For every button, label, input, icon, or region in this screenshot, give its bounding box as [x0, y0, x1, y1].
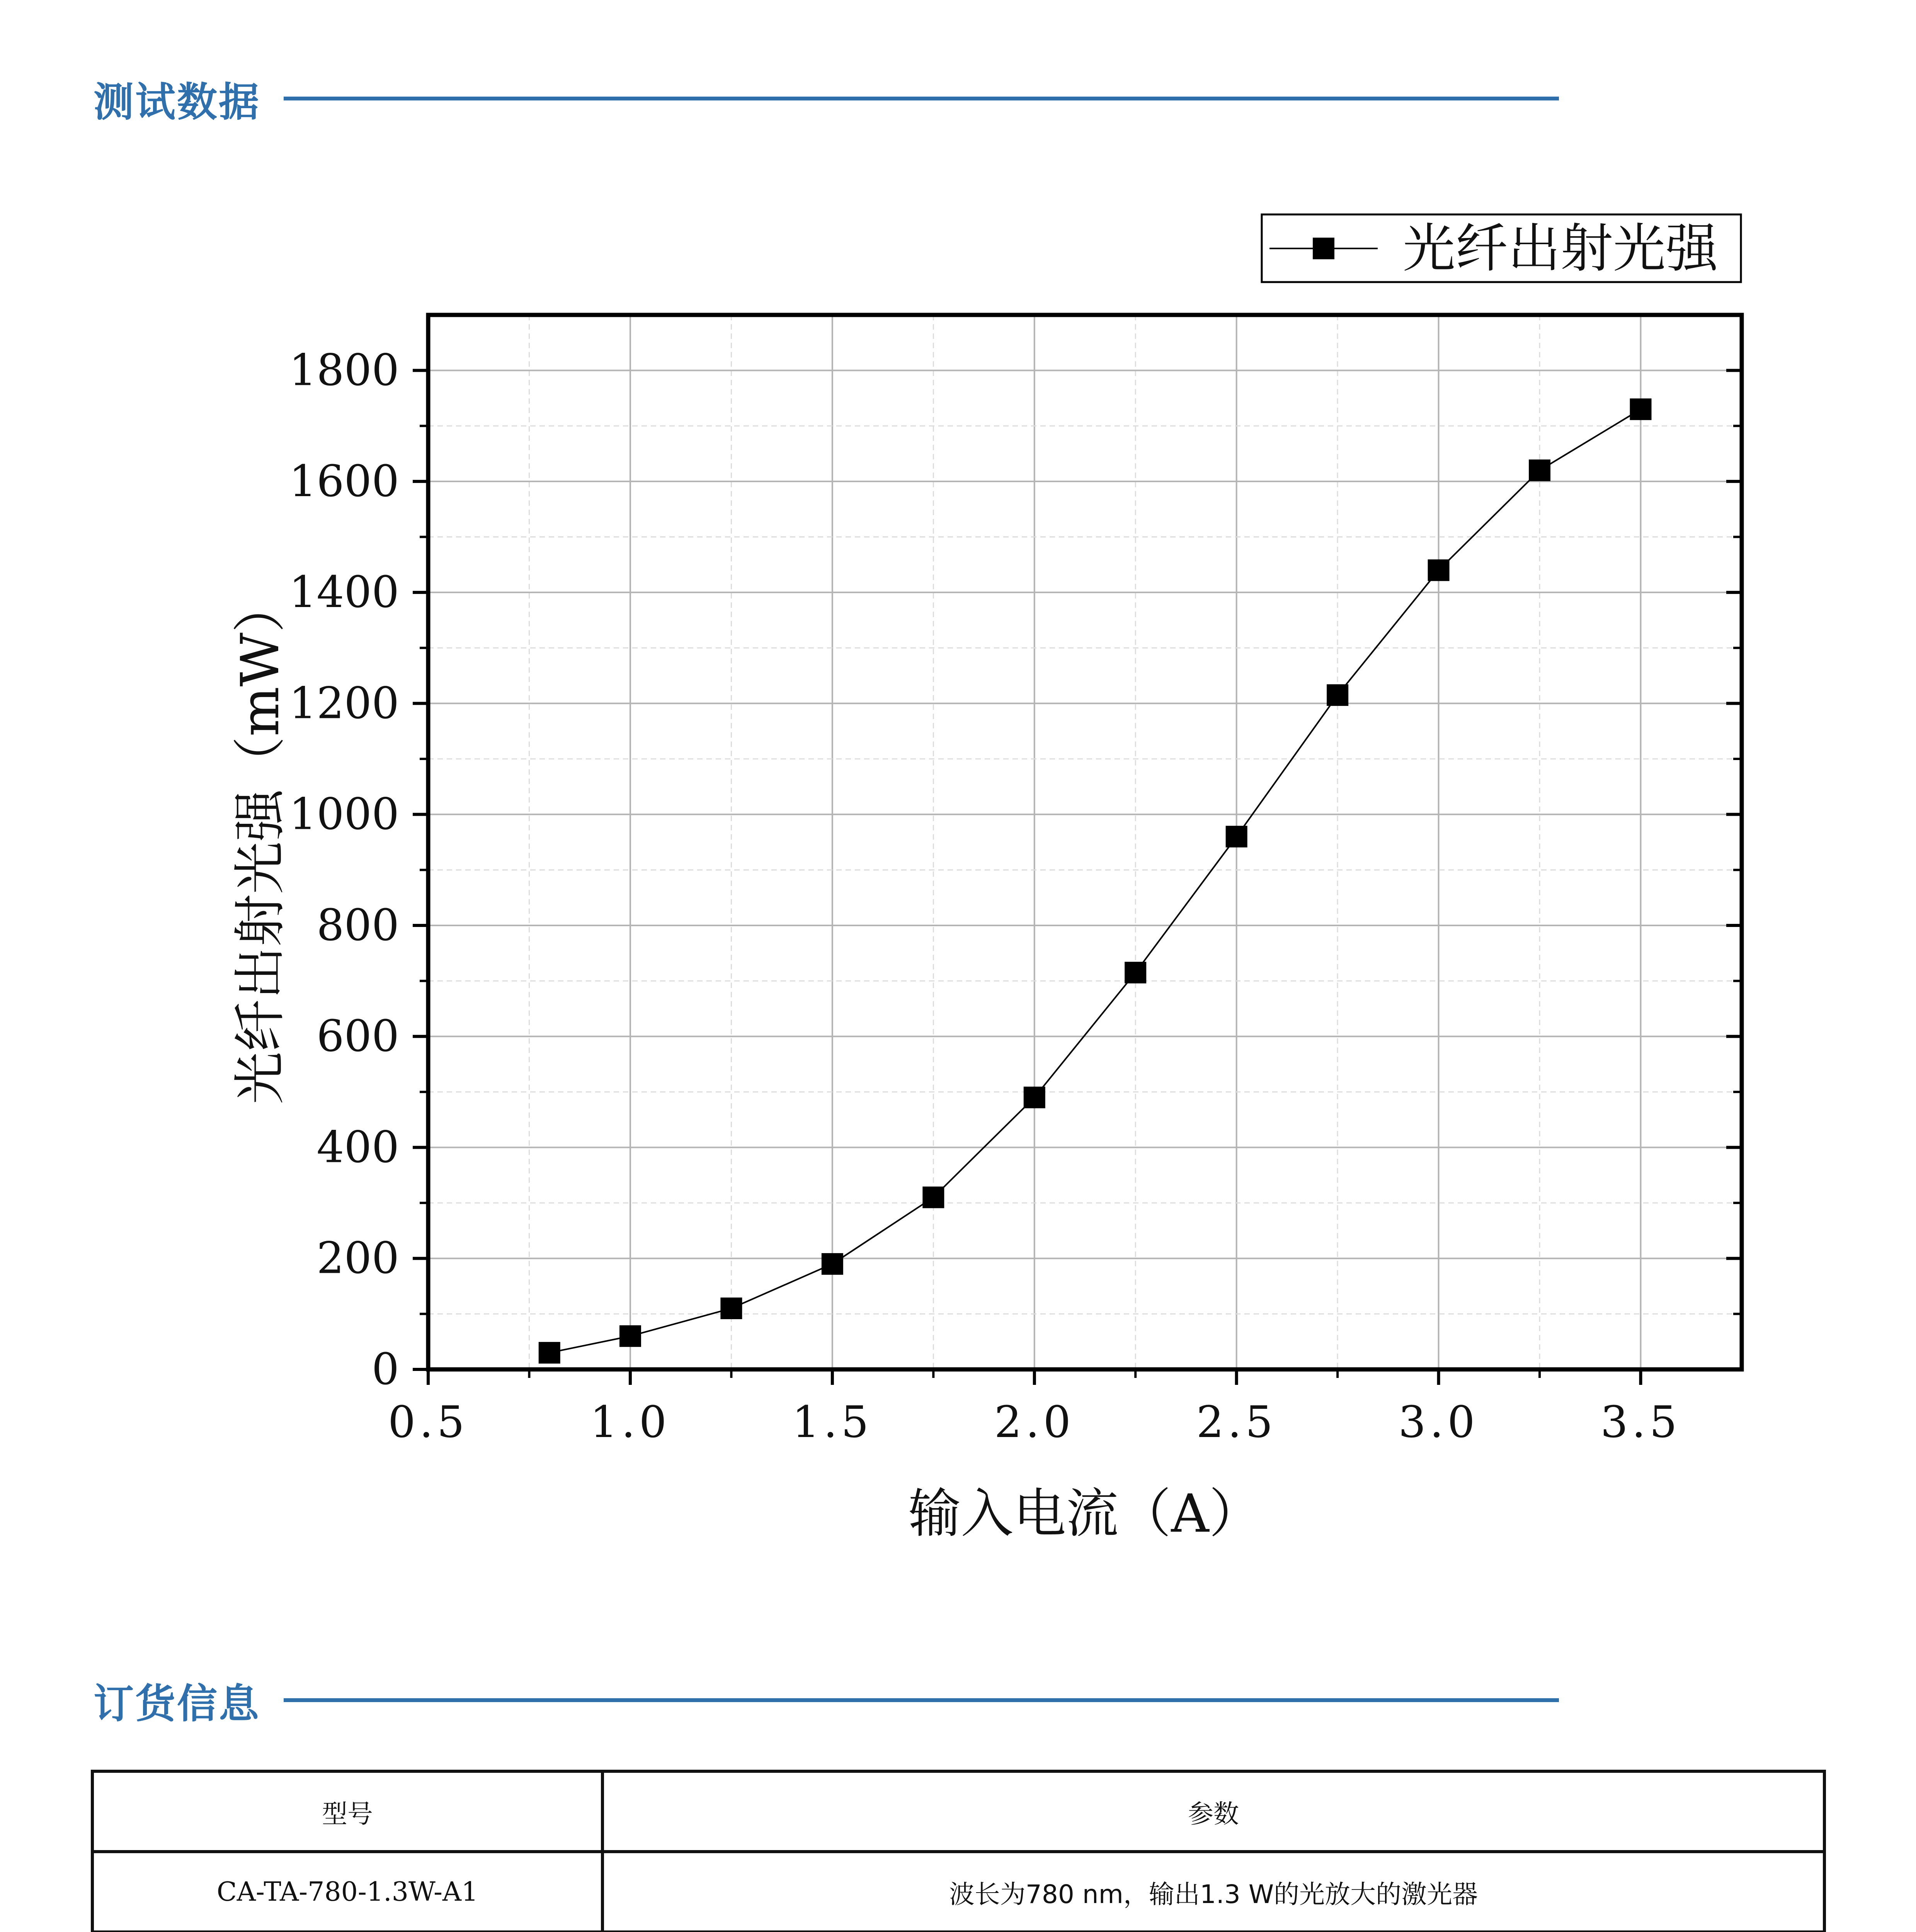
y-tick-label: 0	[371, 1344, 399, 1395]
section-header-order-info	[94, 1671, 1559, 1729]
y-tick-label: 1600	[289, 456, 399, 507]
data-point	[1428, 560, 1450, 581]
y-tick-label: 800	[316, 900, 399, 951]
data-point	[1024, 1087, 1045, 1108]
x-tick-label: 3.0	[1398, 1397, 1479, 1447]
data-point	[1529, 459, 1550, 481]
legend-marker	[1313, 238, 1334, 259]
data-point	[1226, 826, 1247, 847]
y-tick-label: 200	[316, 1233, 399, 1284]
section-title: 订货信息	[94, 1680, 261, 1727]
data-point	[1327, 684, 1348, 706]
legend-label: 光纤出射光强	[1403, 218, 1718, 279]
section-rule	[284, 1698, 1559, 1702]
x-tick-label: 1.0	[590, 1397, 670, 1447]
table-row	[92, 1852, 1824, 1932]
cell-params: 波长为780 nm，输出1.3 W的光放大的激光器	[602, 1852, 1824, 1932]
data-point	[720, 1298, 742, 1319]
cell-model: CA-TA-780-1.3W-A1	[92, 1852, 602, 1932]
series-light-intensity	[539, 398, 1652, 1364]
x-tick-label: 0.5	[388, 1397, 469, 1447]
x-axis-title: 输入电流（A）	[908, 1483, 1262, 1544]
data-point	[1630, 398, 1652, 420]
x-tick-label: 1.5	[792, 1397, 873, 1447]
legend	[1262, 214, 1741, 282]
x-tick-label: 3.5	[1600, 1397, 1681, 1447]
y-tick-label: 1400	[289, 567, 399, 618]
table-header-row	[92, 1771, 1824, 1852]
header-model: 型号	[92, 1771, 602, 1852]
chart-ticks	[289, 315, 1742, 1447]
order-table	[91, 1770, 1826, 1932]
y-tick-label: 600	[316, 1011, 399, 1062]
y-tick-label: 1200	[289, 678, 399, 729]
x-tick-label: 2.0	[994, 1397, 1075, 1447]
y-axis-title: 光纤出射光强（mW）	[230, 580, 291, 1104]
y-tick-label: 400	[316, 1122, 399, 1173]
data-point	[539, 1342, 560, 1364]
series-line	[550, 409, 1641, 1353]
data-point	[619, 1325, 641, 1347]
y-tick-label: 1800	[289, 345, 399, 396]
data-point	[922, 1187, 944, 1208]
x-tick-label: 2.5	[1196, 1397, 1277, 1447]
data-point	[822, 1253, 843, 1275]
header-params: 参数	[602, 1771, 1824, 1852]
data-point	[1125, 962, 1146, 983]
section-title: 测试数据	[94, 78, 261, 126]
y-tick-label: 1000	[289, 789, 399, 840]
